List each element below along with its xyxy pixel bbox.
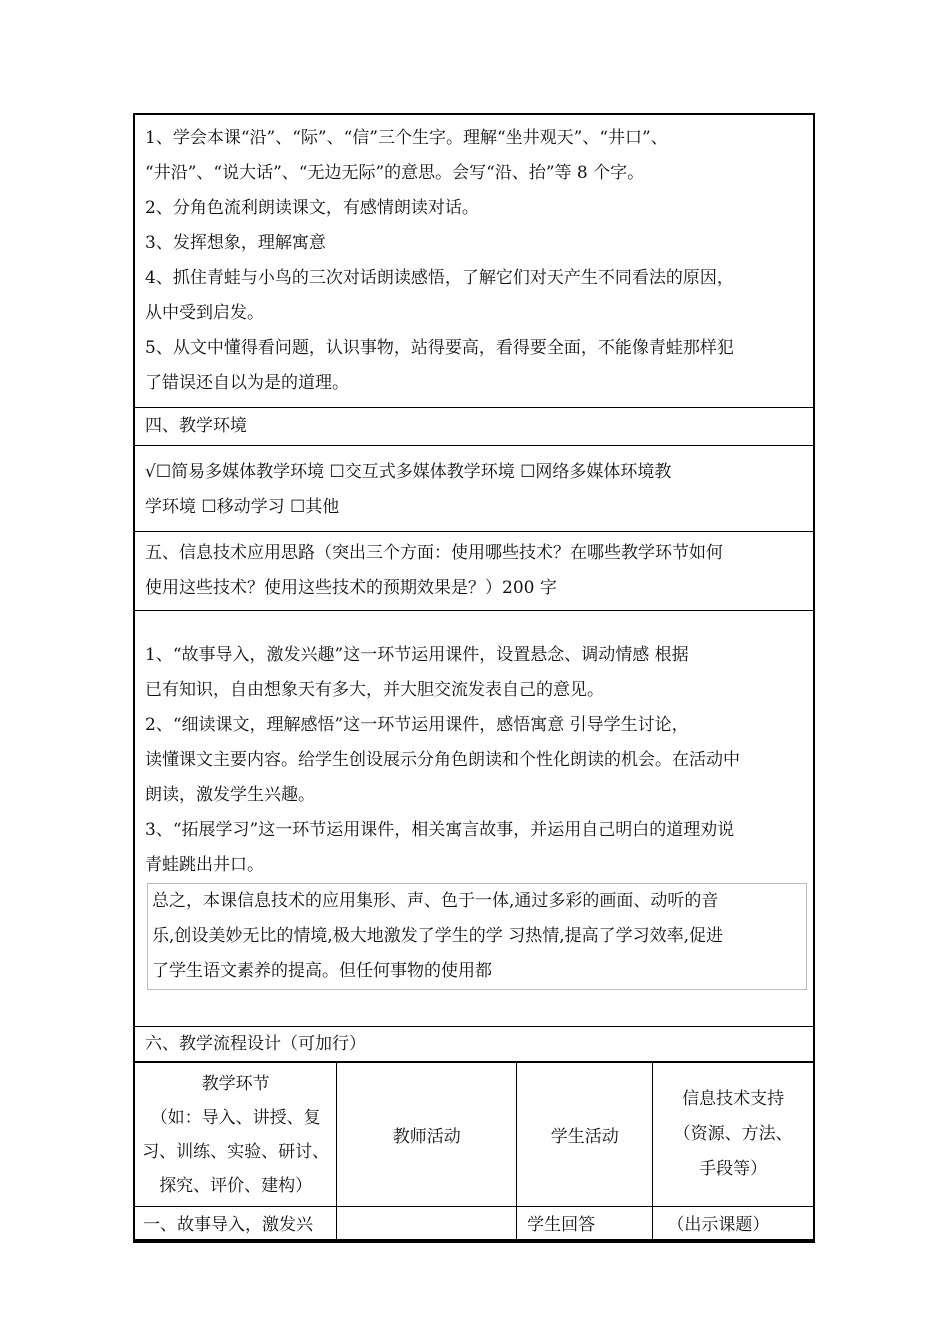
tech-body-line: 已有知识，自由想象天有多大，并大胆交流发表自己的意见。	[145, 680, 604, 700]
stage-header-line: （如：导入、讲授、复	[150, 1107, 321, 1128]
tech-body-line: 读懂课文主要内容。给学生创设展示分角色朗读和个性化朗读的机会。在活动中	[145, 750, 740, 770]
flow-header-row	[135, 1063, 813, 1207]
tech-body-line: 青蛙跳出井口。	[145, 855, 264, 875]
objective-line: 从中受到启发。	[145, 303, 264, 323]
teacher-activity-header: 教师活动	[337, 1063, 517, 1207]
stage-cell: 一、故事导入，激发兴	[135, 1207, 337, 1239]
student-activity-header: 学生活动	[517, 1063, 653, 1207]
table-bottom-border	[133, 1241, 815, 1243]
objective-line: 2、分角色流利朗读课文，有感情朗读对话。	[145, 198, 479, 218]
table-row	[135, 1207, 813, 1239]
tech-ideas-body	[135, 611, 813, 1027]
tech-support-header	[653, 1063, 813, 1207]
objective-line: 4、抓住青蛙与小鸟的三次对话朗读感悟，了解它们对天产生不同看法的原因，	[145, 268, 734, 288]
environment-option-line[interactable]: √☐简易多媒体教学环境 ☐交互式多媒体教学环境 ☐网络多媒体环境教	[145, 462, 672, 482]
flow-heading	[135, 1027, 813, 1062]
summary-textbox[interactable]	[147, 883, 807, 990]
flow-table-wrapper	[133, 1062, 815, 1241]
environment-heading	[135, 408, 813, 446]
stage-header-line: 探究、评价、建构）	[159, 1175, 313, 1196]
flow-table	[135, 1062, 813, 1239]
environment-heading-text: 四、教学环境	[145, 416, 247, 436]
teacher-activity-cell	[337, 1207, 517, 1239]
tech-ideas-heading	[135, 532, 813, 611]
objective-line: 3、发挥想象，理解寓意	[145, 233, 326, 253]
environment-options[interactable]	[135, 446, 813, 532]
objective-line: 1、学会本课“沿”、“际”、“信”三个生字。理解“坐井观天”、“井口”、	[145, 128, 668, 148]
tech-body-line: 2、“细读课文，理解感悟”这一环节运用课件，感悟寓意 引导学生讨论，	[145, 715, 689, 735]
tech-header-line: 手段等）	[699, 1159, 768, 1179]
tech-body-line: 朗读，激发学生兴趣。	[145, 785, 315, 805]
stage-header	[135, 1063, 337, 1207]
tech-header-line: 信息技术支持	[682, 1089, 785, 1109]
tech-header-line: （资源、方法、	[673, 1124, 793, 1144]
environment-option-line[interactable]: 学环境 ☐移动学习 ☐其他	[145, 497, 340, 517]
lesson-plan-page	[133, 113, 815, 1243]
stage-header-line: 教学环节	[201, 1073, 270, 1094]
tech-heading-line: 五、信息技术应用思路（突出三个方面：使用哪些技术？在哪些教学环节如何	[145, 543, 723, 563]
objectives-section	[135, 115, 813, 408]
objective-line: 5、从文中懂得看问题，认识事物，站得要高，看得要全面，不能像青蛙那样犯	[145, 338, 734, 358]
lesson-plan-table	[133, 113, 815, 1062]
student-activity-cell: 学生回答	[517, 1207, 653, 1239]
tech-heading-line: 使用这些技术？使用这些技术的预期效果是？）200 字	[145, 578, 557, 598]
tech-support-cell: （出示课题）	[653, 1207, 813, 1239]
summary-line: 总之，本课信息技术的应用集形、声、色于一体,通过多彩的画面、动听的音	[152, 891, 719, 911]
tech-body-line: 1、“故事导入，激发兴趣”这一环节运用课件，设置悬念、调动情感 根据	[145, 645, 689, 665]
stage-header-line: 习、训练、实验、研讨、	[142, 1141, 330, 1162]
objective-line: 了错误还自以为是的道理。	[145, 373, 349, 393]
objective-line: “井沿”、“说大话”、“无边无际”的意思。会写“沿、抬”等 8 个字。	[145, 163, 645, 183]
summary-line: 乐,创设美妙无比的情境,极大地激发了学生的学 习热情,提高了学习效率,促进	[152, 926, 724, 946]
flow-heading-text: 六、教学流程设计（可加行）	[145, 1034, 366, 1054]
summary-line: 了学生语文素养的提高。但任何事物的使用都	[152, 961, 492, 981]
tech-body-line: 3、“拓展学习”这一环节运用课件，相关寓言故事，并运用自己明白的道理劝说	[145, 820, 735, 840]
